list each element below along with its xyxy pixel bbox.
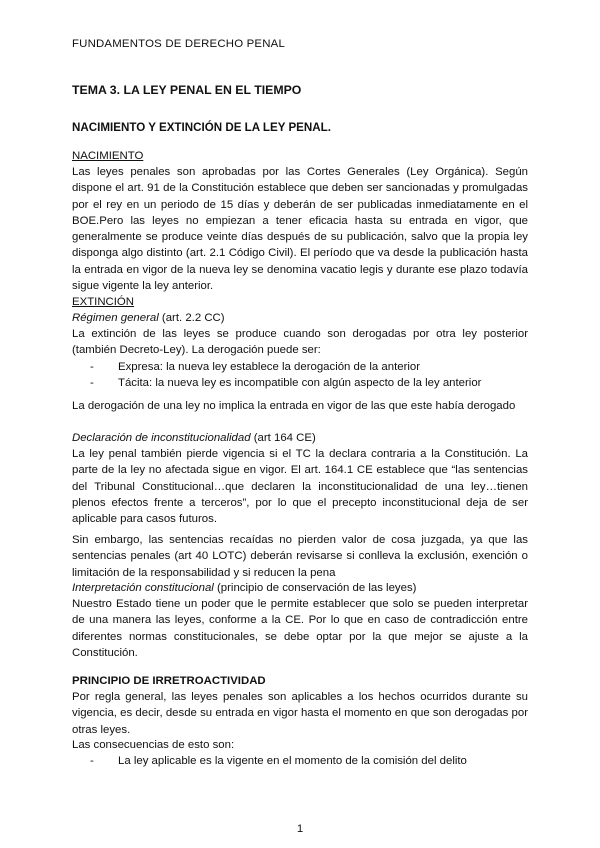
consecuencias-list (72, 753, 528, 769)
list-item (72, 753, 528, 769)
list-item (72, 375, 528, 391)
nacimiento-heading: NACIMIENTO (72, 150, 144, 162)
extincion-heading: EXTINCIÓN (72, 296, 135, 308)
page-header: FUNDAMENTOS DE DERECHO PENAL (72, 38, 285, 50)
consecuencias-intro: Las consecuencias de esto son: (72, 739, 235, 751)
bullet-dash: - (90, 755, 94, 767)
regimen-title: Régimen general (72, 312, 159, 324)
irretroactividad-heading: PRINCIPIO DE IRRETROACTIVIDAD (72, 675, 266, 687)
interpretacion-paragraph: Nuestro Estado tiene un poder que le permite establecer que solo se pueden interpretar de una manera las leyes, conforme a la CE. Por lo que en caso de contradicción entre diferentes normas constitucionales, se debe optar por la que mejor se ajuste a la Constitución. (72, 598, 528, 659)
declaracion-ref: (art 164 CE) (250, 432, 316, 444)
declaracion-paragraph: La ley penal también pierde vigencia si el TC la declara contraria a la Constitución. La parte de la ley no afectada sigue en vigor. El art. 164.1 CE establece que “las sentencias del Tribunal Constitucional…que declaren la inconstitucionalidad de una ley…tienen plenos efectos frente a terceros”, por lo que el precepto inconstitucional deja de ser aplicable para casos futuros. (72, 448, 528, 526)
regimen-general-line (72, 310, 528, 326)
list-item-text: La ley aplicable es la vigente en el momento de la comisión del delito (118, 755, 467, 767)
interpretacion-ref: (principio de conservación de las leyes) (213, 582, 417, 594)
derogacion-list (72, 359, 528, 392)
nacimiento-paragraph: Las leyes penales son aprobadas por las Cortes Generales (Ley Orgánica). Según dispone el art. 91 de la Constitución establece que deben ser sancionadas y promulgadas por el rey en un periodo de 15 días y deberán de ser publicadas inmediatamente en el BOE.Pero las leyes no empiezan a tener eficacia hasta su entrada en vigor, que generalmente se produce veinte días después de su publicación, salvo que la propia ley disponga algo distinto (art. 2.1 Código Civil). El período que va desde la publicación hasta la entrada en vigor de la nueva ley se denomina vacatio legis y durante ese plazo todavía sigue vigente la ley anterior. (72, 166, 528, 293)
bullet-dash: - (90, 377, 94, 390)
bullet-dash: - (90, 361, 94, 373)
derogacion-note: La derogación de una ley no implica la entrada en vigor de las que este había derogado (72, 400, 516, 412)
list-item-text: Expresa: la nueva ley establece la derogación de la anterior (118, 361, 421, 373)
declaracion-line (72, 430, 528, 446)
regimen-ref: (art. 2.2 CC) (158, 312, 225, 324)
declaracion-title: Declaración de inconstitucionalidad (72, 432, 251, 444)
section-heading: NACIMIENTO Y EXTINCIÓN DE LA LEY PENAL. (72, 121, 331, 134)
irretroactividad-paragraph: Por regla general, las leyes penales son aplicables a los hechos ocurridos durante su vigencia, es decir, desde su entrada en vigor hasta el momento en que son derogadas por otras leyes. (72, 691, 528, 736)
list-item-text: Tácita: la nueva ley es incompatible con algún aspecto de la ley anterior (118, 377, 482, 390)
sin-embargo-paragraph: Sin embargo, las sentencias recaídas no pierden valor de cosa juzgada, ya que las sentencias penales (art 40 LOTC) deberán revisarse si conlleva la exclusión, exención o limitación de la responsabilidad y si reducen la pena (72, 534, 528, 579)
interpretacion-line (72, 580, 528, 596)
document-title: TEMA 3. LA LEY PENAL EN EL TIEMPO (72, 83, 302, 97)
page-number: 1 (296, 823, 304, 835)
interpretacion-title: Interpretación constitucional (72, 582, 214, 594)
regimen-paragraph: La extinción de las leyes se produce cuando son derogadas por otra ley posterior (también Decreto-Ley). La derogación puede ser: (72, 328, 528, 357)
list-item (72, 359, 528, 375)
